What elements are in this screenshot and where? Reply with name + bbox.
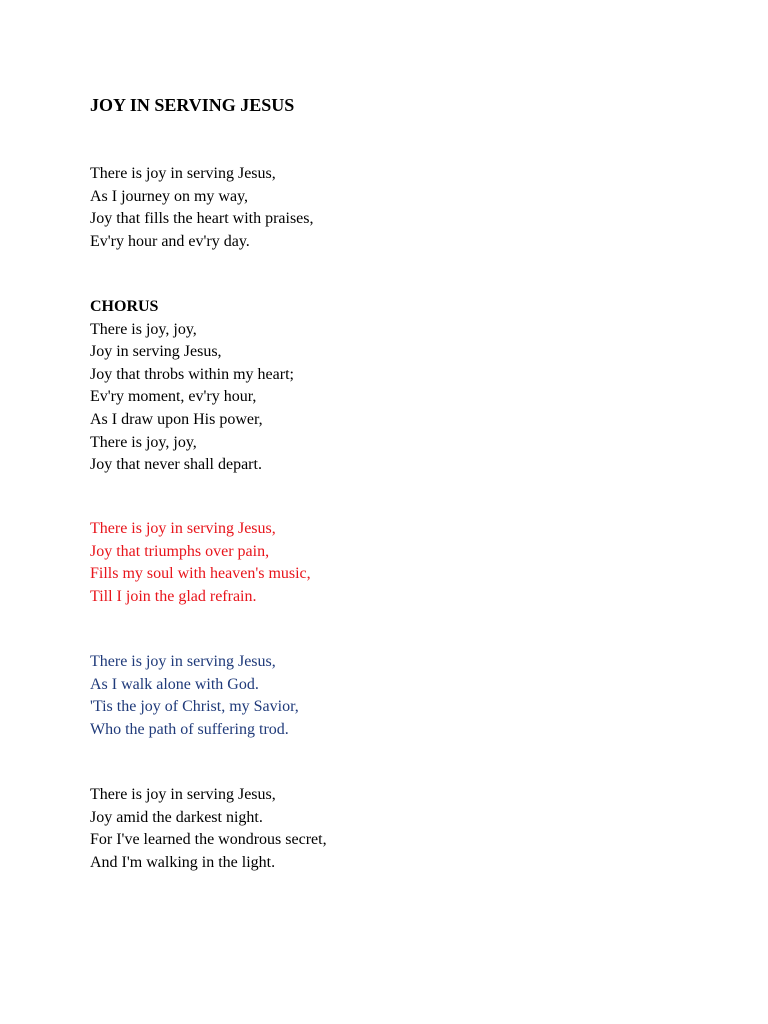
lyric-line: There is joy in serving Jesus, [90,520,276,537]
lyric-line: There is joy in serving Jesus, [90,653,276,670]
lyric-line: There is joy, joy, [90,320,197,338]
lyric-line: There is joy in serving Jesus, [90,786,276,803]
lyric-line: Ev'ry moment, ev'ry hour, [90,388,257,406]
lyric-line: 'Tis the joy of Christ, my Savior, [90,698,299,716]
chorus-heading: CHORUS [90,298,159,315]
lyric-line: Joy amid the darkest night. [90,808,263,826]
lyric-line: Till I join the glad refrain. [90,587,257,605]
lyric-line: There is joy in serving Jesus, [90,165,276,182]
lyric-line: Joy that throbs within my heart; [90,365,294,383]
lyric-line: As I walk alone with God. [90,675,259,693]
lyric-line: As I draw upon His power, [90,410,263,428]
lyric-line: Joy that fills the heart with praises, [90,210,314,228]
chorus [90,296,294,477]
verse-2 [90,518,311,608]
lyric-line: And I'm walking in the light. [90,853,276,871]
lyric-line: There is joy, joy, [90,433,197,451]
lyric-line: Who the path of suffering trod. [90,720,289,738]
page-title: JOY IN SERVING JESUS [90,95,295,115]
lyric-line: As I journey on my way, [90,187,249,205]
lyric-line: Fills my soul with heaven's music, [90,565,311,583]
verse-3 [90,651,299,741]
lyric-line: Joy that never shall depart. [90,456,262,474]
verse-1 [90,163,314,253]
lyric-line: Ev'ry hour and ev'ry day. [90,232,250,250]
lyric-line: For I've learned the wondrous secret, [90,831,327,849]
verse-4 [90,784,327,874]
lyric-line: Joy that triumphs over pain, [90,542,270,560]
lyric-line: Joy in serving Jesus, [90,343,222,361]
